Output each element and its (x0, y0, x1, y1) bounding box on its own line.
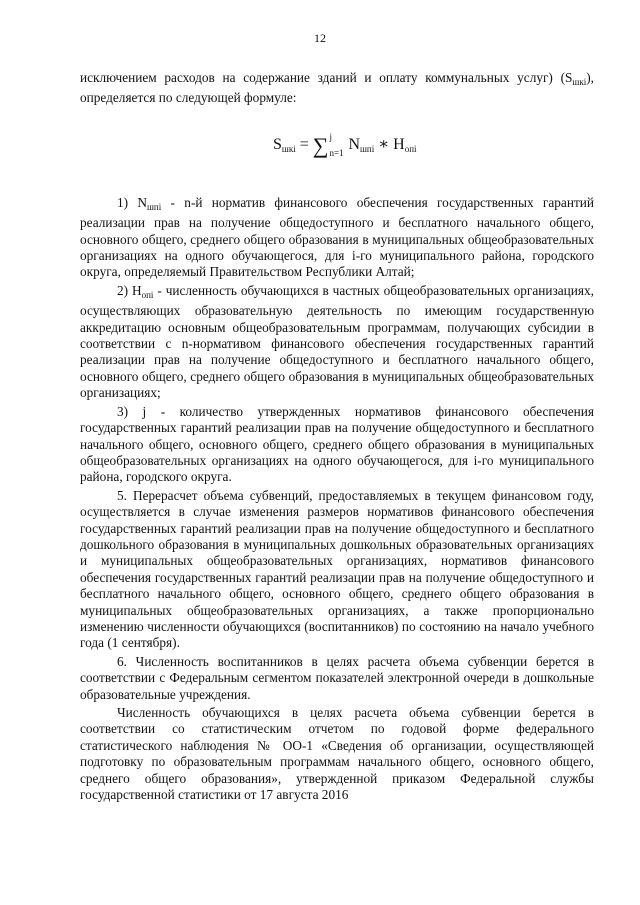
intro-line-1: исключением расходов на содержание зданий и оплату коммунальных услуг) (80, 70, 553, 85)
item-2 (80, 283, 594, 402)
formula-h-sub: опі (404, 143, 417, 154)
formula-n: N (348, 135, 360, 153)
item-1 (80, 195, 594, 281)
formula-upper-limit: j (329, 131, 332, 142)
item-1-prefix: 1) N (117, 194, 147, 210)
intro-line-2-pre: (S (560, 70, 573, 85)
paragraph-6: 6. Численность воспитанников в целях расчета объема субвенции берется в соответствии с Федеральным сегментом показателей электронной очереди в дошкольные образовательные учреждения. (80, 653, 594, 702)
item-2-prefix: 2) H (117, 282, 142, 298)
intro-line-2-post: ), определяется по следующей формуле: (80, 70, 594, 106)
formula-lower-limit: n=1 (329, 147, 344, 158)
document-body (80, 70, 594, 803)
formula-n-sub: шпі (360, 143, 375, 154)
intro-line-2-sub: шкі (572, 77, 587, 87)
item-3: 3) j - количество утвержденных нормативов финансового обеспечения государственных гарантий реализации прав на получение общедоступного и бесплатного начального общего, основного общего, среднего общего образования в муниципальных общеобразовательных организациях на одного обучающегося, для i-го муниципального района, городского округа. (80, 403, 594, 485)
formula (80, 129, 594, 169)
formula-limits (328, 131, 348, 158)
item-1-text: - n-й норматив финансового обеспечения государственных гарантий реализации прав на получение общедоступного и бесплатного начального общего, основного общего, среднего общего образования в муниципальных общеобразовательных организациях на одного обучающегося, для i-го муниципального района, городского округа, определяемый Правительством Республики Алтай; (80, 194, 594, 280)
formula-lhs: S (273, 135, 282, 153)
intro-paragraph (80, 70, 594, 107)
formula-lhs-sub: шкі (281, 143, 296, 154)
page-number: 12 (314, 31, 326, 45)
paragraph-7: Численность обучающихся в целях расчета объема субвенции берется в соответствии со статистическим отчетом по годовой форме федерального статистического наблюдения № ОО-1 «Сведения об организации, осуществляющей подготовку по образовательным программам начального общего, основного общего, среднего общего образования», утвержденной приказом Федеральной службы государственной статистики от 17 августа 2016 (80, 705, 594, 803)
formula-equals: = (295, 135, 313, 153)
item-1-sub: шпі (147, 201, 162, 212)
formula-times: ∗ (374, 135, 394, 153)
formula-sigma: ∑ (312, 132, 329, 158)
item-2-text: - численность обучающихся в частных общеобразовательных организациях, осуществляющих образовательную деятельность по имеющим государственную аккредитацию основным общеобразовательным программам, получающих субсидии в соответствии с n-нормативом финансового обеспечения государственных гарантий реализации прав на получение общедоступного и бесплатного начального общего, основного общего, среднего общего образования в муниципальных общеобразовательных организациях; (80, 282, 594, 401)
formula-h: H (393, 135, 405, 153)
paragraph-5: 5. Перерасчет объема субвенций, предоставляемых в текущем финансовом году, осуществляется в случае изменения размеров нормативов финансового обеспечения государственных гарантий реализации прав на получение общедоступного и бесплатного дошкольного образования в муниципальных дошкольных образовательных организациях и муниципальных общеобразовательных организациях, нормативов финансового обеспечения государственных гарантий реализации прав на получение общедоступного и бесплатного начального общего, основного общего, среднего общего образования в муниципальных общеобразовательных организациях, а также пропорционально изменению численности обучающихся (воспитанников) по состоянию на начало учебного года (1 сентября). (80, 487, 594, 651)
item-2-sub: опі (141, 289, 154, 300)
